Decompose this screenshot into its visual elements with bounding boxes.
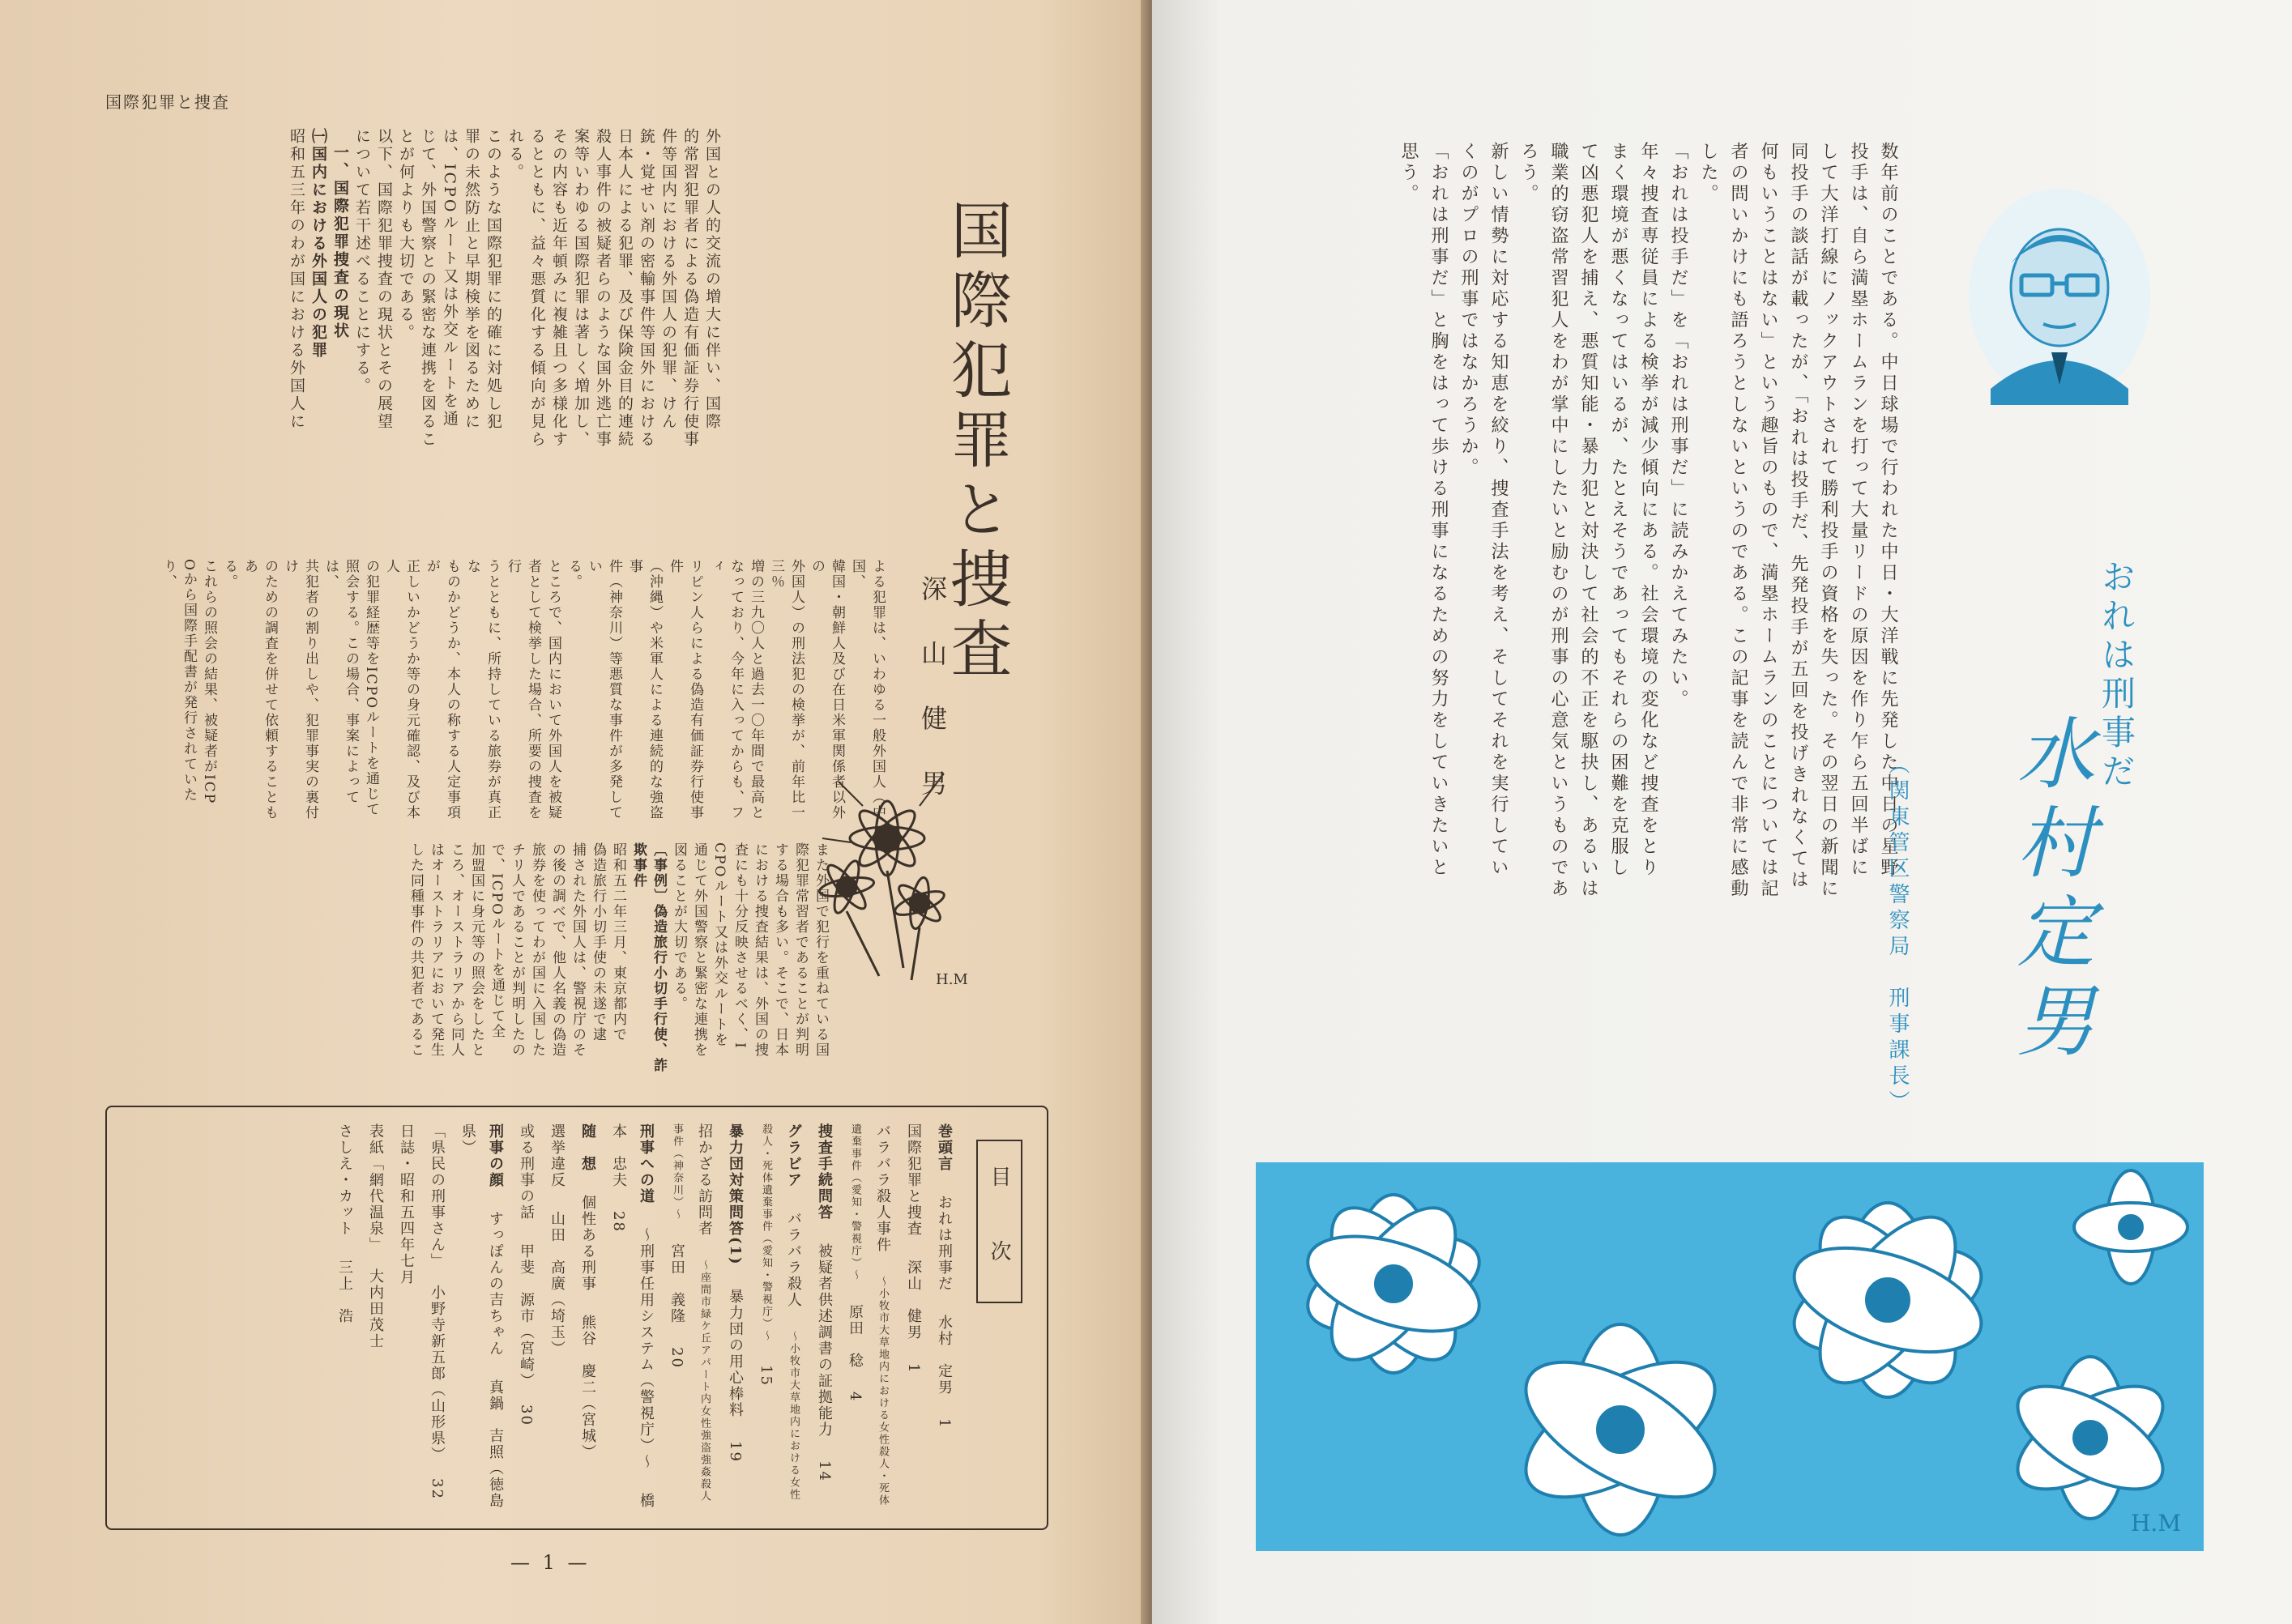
- toc-title: 日誌・昭和五四年七月: [398, 1123, 415, 1285]
- text-line: 新しい情勢に対応する知恵を絞り、捜査手法を考え、そしてそれを実行してい: [1488, 142, 1509, 879]
- text-line: ろう。: [1518, 142, 1539, 205]
- toc-title: さしえ・カット: [336, 1123, 353, 1237]
- blue-flower-illustration: [1256, 1162, 2204, 1551]
- toc-author: 山田 高廣（埼玉）: [548, 1211, 566, 1349]
- toc-category: 捜査手続問答: [816, 1123, 833, 1221]
- case-heading: 〔事例〕偽造旅行小切手行使、詐欺事件: [630, 842, 667, 1073]
- toc-page: 4: [847, 1392, 864, 1403]
- toc-category: 刑事への道: [638, 1123, 655, 1204]
- toc-entry: [721, 1123, 749, 1512]
- text-line: 加盟国に身元等の照会をしたと: [468, 842, 484, 1058]
- text-line: の後の調べで、他人名義の偽造: [549, 842, 566, 1058]
- text-line: 罪の未然防止と早期検挙を図るために: [463, 128, 480, 431]
- text-line: その内容も近年頓みに複雑且つ多様化す: [550, 128, 568, 449]
- text-line: 案等いわゆる国際犯罪は著しく増加し、: [572, 128, 590, 449]
- toc-author: 熊谷 慶二（宮城）: [579, 1315, 596, 1453]
- toc-title: おれは刑事だ: [936, 1195, 953, 1292]
- toc-page: 30: [518, 1404, 535, 1426]
- text-line: 同投手の談話が載ったが、「おれは投手だ、先発投手が五回を投げきれなくては: [1788, 142, 1808, 891]
- author-signature: 水村定男: [2004, 713, 2095, 1069]
- toc-entry: [604, 1123, 659, 1512]
- toc-title: 選挙違反: [548, 1123, 566, 1188]
- text-line: ところで、国内において外国人を被疑: [545, 559, 561, 821]
- text-line: して大洋打線にノックアウトされて勝利投手の資格を失った。その翌日の新聞に: [1818, 142, 1838, 900]
- toc-entry: [392, 1123, 420, 1512]
- text-line: 昭和五二年三月、東京都内で: [610, 842, 626, 1042]
- toc-entry: [810, 1123, 838, 1512]
- text-line: これらの照会の結果、被疑者がICP: [201, 559, 217, 805]
- toc-author: 水村 定男: [936, 1315, 953, 1396]
- lower-text: [405, 842, 830, 1085]
- text-line: 「おれは刑事だ」と胸をはって歩ける刑事になるための努力をしていきたいと: [1428, 142, 1449, 879]
- toc-page: 28: [610, 1211, 627, 1233]
- toc-page: 32: [429, 1478, 446, 1500]
- toc-author: 深山 健男: [905, 1260, 922, 1341]
- toc-title: すっぽんの吉ちゃん: [487, 1211, 504, 1357]
- text-line: ものかどうか、本人の称する人定事項が: [424, 559, 460, 821]
- middle-block: [158, 559, 887, 826]
- toc-author: 小野寺新五郎（山形県）: [429, 1285, 446, 1456]
- toc-title: 「県民の刑事さん」: [429, 1123, 446, 1262]
- running-head: 国際犯罪と捜査: [105, 92, 230, 112]
- text-line: れる。: [506, 128, 524, 181]
- toc-title: 招かざる訪問者: [696, 1123, 713, 1237]
- page-number: — 1 —: [510, 1551, 591, 1574]
- toc-author: 宮田 義隆: [668, 1243, 685, 1324]
- toc-header: 目 次: [976, 1140, 1022, 1303]
- text-line: また外国で犯行を重ねている国: [813, 842, 829, 1058]
- toc-category: 暴力団対策問答(1): [727, 1123, 744, 1266]
- text-line: 職業的窃盗常習犯人をわが掌中にしたいと励むのが刑事の心意気というものであ: [1548, 142, 1569, 900]
- toc-subtitle: ～小牧市大草地内における女性殺人・死体遺棄事件（愛知・警視庁）～: [849, 1123, 889, 1507]
- text-line: 図ることが大切である。: [671, 842, 687, 1012]
- toc-entry: [899, 1123, 927, 1512]
- toc-author: 大内田茂士: [367, 1268, 384, 1349]
- toc-subtitle: ～小牧市大草地内における女性殺人・死体遺棄事件（愛知・警視庁）～: [760, 1123, 800, 1501]
- toc-page: 19: [727, 1440, 744, 1463]
- toc-title: 暴力団の用心棒料: [727, 1288, 744, 1418]
- text-line: 外国人）の刑法犯の検挙が、前年比一三％: [768, 559, 805, 821]
- toc-entry: [423, 1123, 450, 1512]
- text-line: した同種事件の共犯者であるこ: [408, 842, 424, 1058]
- text-line: 的常習犯罪者による偽造有価証券行使事: [681, 128, 699, 449]
- text-line: じて、外国警察との緊密な連携を図るこ: [419, 128, 437, 449]
- text-line: した。: [1698, 142, 1718, 205]
- toc-entry: [752, 1123, 807, 1512]
- toc-entry: [454, 1123, 509, 1512]
- toc-author: 真鍋 吉照（徳島県）: [459, 1123, 504, 1509]
- illustration-initials: H.M: [936, 971, 968, 988]
- toc-page: 20: [668, 1347, 685, 1369]
- text-line: 思う。: [1398, 142, 1419, 205]
- toc-subtitle: ～座間市緑ケ丘アパート内女性強盗強姦殺人事件（神奈川）～: [671, 1123, 711, 1503]
- toc-entry: [331, 1123, 358, 1512]
- text-line: よる犯罪は、いわゆる一般外国人（中国、: [849, 559, 886, 821]
- toc-category: 随 想: [579, 1123, 596, 1172]
- text-line: 旅券を使ってわが国に入国した: [529, 842, 545, 1058]
- toc-page: 15: [758, 1365, 775, 1387]
- text-line: 年々捜査専従員による検挙が減少傾向にある。社会環境の変化など捜査をとり: [1638, 142, 1658, 879]
- text-line: 通じて外国警察と緊密な連携を: [691, 842, 707, 1058]
- text-line: ころ、オーストラリアから同人: [448, 842, 464, 1058]
- section-heading: 一、国際犯罪捜査の現状: [331, 144, 349, 340]
- toc-title: 或る刑事の話: [518, 1123, 535, 1221]
- toc-entries: [327, 1123, 958, 1512]
- text-line: とが何よりも大切である。: [397, 128, 415, 342]
- text-line: るとともに、益々悪質化する傾向が見ら: [528, 128, 546, 449]
- toc-author: 甲斐 源市（宮崎）: [518, 1243, 535, 1382]
- toc-entry: [663, 1123, 718, 1512]
- foreword-subtitle: おれは刑事だ: [2097, 559, 2136, 792]
- text-line: る。: [566, 559, 582, 590]
- text-line: くのがプロの刑事ではなかろうか。: [1458, 142, 1479, 479]
- middle-text: [158, 559, 887, 826]
- text-line: チリ人であることが判明したの: [509, 842, 525, 1058]
- toc-entry: [543, 1123, 570, 1512]
- text-line: 銃・覚せい剤の密輸事件等国外における: [638, 128, 655, 449]
- text-line: で、ICPOルートを通じて全: [489, 842, 505, 1040]
- text-line: 照会する。この場合、事案によっては、: [322, 559, 359, 805]
- toc-title: バラバラ殺人: [785, 1211, 802, 1308]
- text-line: 日本人による犯罪、及び保険金目的連続: [616, 128, 634, 449]
- toc-author: 原田 稔: [847, 1304, 864, 1369]
- text-line: 韓国・朝鮮人及び在日米軍関係者以外の: [809, 559, 845, 821]
- text-line: の犯罪経歴等をICPOルートを通じて: [363, 559, 379, 818]
- text-line: 以下、国際犯罪捜査の現状とその展望: [375, 128, 393, 431]
- text-line: 際犯罪常習者であることが判明: [792, 842, 809, 1058]
- right-page: [1152, 0, 2292, 1624]
- text-line: 捕された外国人は、警視庁のそ: [570, 842, 586, 1058]
- foreword-body: [1394, 142, 1903, 1114]
- toc-entry: [512, 1123, 540, 1512]
- article-title: 国際犯罪と捜査: [941, 198, 1013, 686]
- text-line: 正しいかどうか等の身元確認、及び本人: [383, 559, 420, 821]
- text-line: する場合も多い。そこで、日本: [772, 842, 788, 1058]
- toc-page: 14: [816, 1460, 833, 1482]
- author-portrait: [1966, 186, 2153, 405]
- toc-author: 橋本 忠夫: [610, 1123, 655, 1509]
- toc-title: 被疑者供述調書の証拠能力: [816, 1243, 833, 1438]
- text-line: 者の問いかけにも語ろうとしないというのである。この記事を読んで非常に感動: [1728, 142, 1748, 900]
- toc-title: ～刑事任用システム（警視庁）～: [638, 1227, 655, 1470]
- text-line: における捜査結果は、外国の捜: [752, 842, 768, 1058]
- text-line: は、ICPOルート又は外交ルートを通: [441, 128, 459, 428]
- text-line: 投手は、自ら満塁ホームランを打って大量リードの原因を作り乍ら五回半ばに: [1848, 142, 1868, 879]
- text-line: 件（神奈川）等悪質な事件が多発してい: [586, 559, 622, 821]
- text-line: （沖縄）や米軍人による連続的な強盗事: [626, 559, 663, 821]
- author-title: （関東管区警察局 刑事課長）: [1885, 753, 1910, 1116]
- text-line: 昭和五三年のわが国における外国人に: [288, 128, 305, 431]
- text-line: このような国際犯罪に的確に対処し犯: [484, 128, 502, 431]
- text-line: 外国との人的交流の増大に伴い、国際: [703, 128, 721, 431]
- toc-title: バラバラ殺人事件: [874, 1123, 891, 1253]
- text-line: る。: [221, 559, 237, 590]
- text-line: 増の三九〇人と過去一〇年間で最高と: [748, 559, 764, 821]
- text-line: て凶悪犯人を捕え、悪質知能・暴力犯と対決して社会的不正を駆抉し、あるいは: [1578, 142, 1598, 900]
- toc-category: 刑事の顔: [487, 1123, 504, 1188]
- text-line: 何もいうことはない」という趣旨のもので、満塁ホームランのことについては記: [1758, 142, 1778, 900]
- toc-entry: [361, 1123, 389, 1512]
- author-name: 深 山 健 男: [917, 575, 948, 802]
- blue-illustration-initials: H.M: [2131, 1510, 2181, 1537]
- text-line: 件等国内における外国人の犯罪、けん: [659, 128, 677, 431]
- intro-block: [285, 128, 723, 582]
- toc-category: グラビア: [785, 1123, 802, 1188]
- text-line: について若干述べることにする。: [353, 128, 371, 395]
- text-line: 殺人事件の被疑者らのような国外逃亡事: [594, 128, 612, 449]
- toc-author: 三上 浩: [336, 1260, 353, 1324]
- subsection-heading: ㈠国内における外国人の犯罪: [309, 128, 327, 360]
- toc-title: 国際犯罪と捜査: [905, 1123, 922, 1237]
- text-line: まく環境が悪くなってはいるが、たとえそうであってもそれらの困難を克服し: [1608, 142, 1628, 879]
- table-of-contents: [105, 1106, 1048, 1530]
- text-line: 共犯者の割り出しや、犯罪事実の裏付け: [282, 559, 318, 821]
- text-line: リピン人らによる偽造有価証券行使事件: [667, 559, 703, 821]
- toc-title: 表紙「網代温泉」: [367, 1123, 384, 1246]
- text-line: 数年前のことである。中日球場で行われた中日・大洋戦に先発した中日の星野: [1878, 142, 1898, 879]
- text-line: 者として検挙した場合、所要の捜査を行: [505, 559, 541, 821]
- text-line: CPOルート又は外交ルートを: [711, 842, 728, 1048]
- text-line: 「おれは投手だ」を「おれは刑事だ」に読みかえてみたい。: [1668, 142, 1688, 710]
- toc-entry: [574, 1123, 601, 1512]
- text-line: 査にも十分反映させるべく、I: [732, 842, 748, 1050]
- intro-text: [285, 128, 723, 582]
- toc-title: 個性ある刑事: [579, 1195, 596, 1292]
- text-line: はオーストラリアにおいて発生: [428, 842, 444, 1058]
- toc-entry: [930, 1123, 958, 1512]
- text-line: なっており、今年に入ってからも、フィ: [707, 559, 744, 821]
- toc-category: 巻頭言: [936, 1123, 953, 1172]
- text-line: うとともに、所持している旅券が真正な: [464, 559, 501, 821]
- text-line: Oから国際手配書が発行されていたり、: [160, 559, 197, 803]
- toc-entry: [841, 1123, 896, 1512]
- toc-page: 1: [905, 1363, 922, 1375]
- text-line: 偽造旅行小切手使の未遂で逮: [590, 842, 606, 1042]
- text-line: のための調査を併せて依頼することもあ: [241, 559, 278, 821]
- lower-block: [405, 842, 830, 1085]
- toc-page: 1: [936, 1418, 953, 1430]
